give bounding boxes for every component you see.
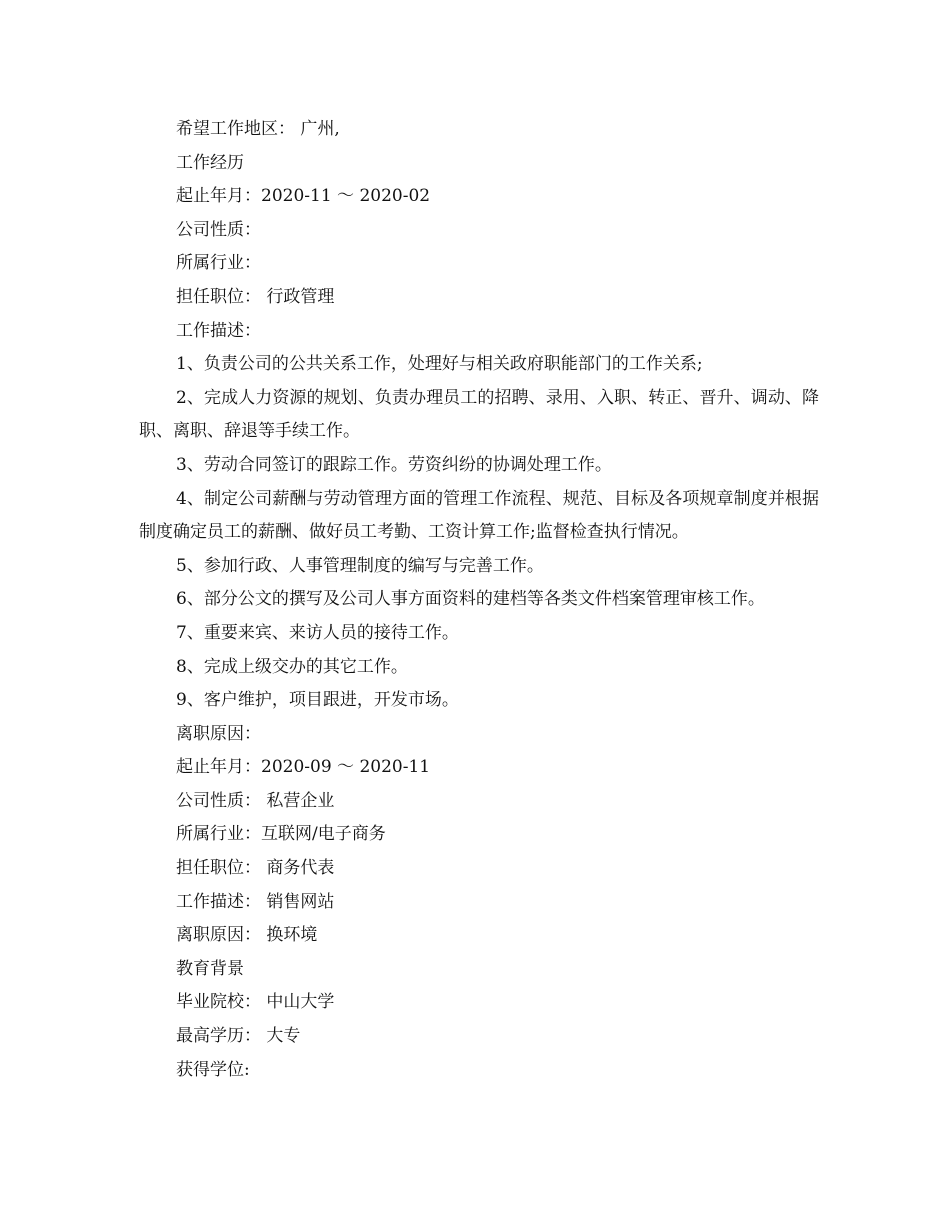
job1-duty-9: 9、客户维护，项目跟进，开发市场。	[176, 690, 459, 711]
job1-position-label: 担任职位：	[176, 286, 261, 307]
education-school-line	[139, 986, 819, 1020]
job2-position-label: 担任职位：	[176, 858, 261, 879]
job2-description-line	[139, 886, 819, 920]
job2-company-type-label: 公司性质：	[176, 790, 261, 811]
job1-duty-1: 1、负责公司的公共关系工作，处理好与相关政府职能部门的工作关系;	[176, 354, 703, 375]
job2-leave-reason-label: 离职原因：	[176, 925, 261, 946]
job1-duty-7: 7、重要来宾、来访人员的接待工作。	[176, 622, 459, 643]
desired-location-line	[139, 113, 819, 147]
job1-duty-6: 6、部分公文的撰写及公司人事方面资料的建档等各类文件档案管理审核工作。	[176, 589, 765, 610]
education-degree-label: 获得学位:	[176, 1059, 250, 1080]
job1-duty-8: 8、完成上级交办的其它工作。	[176, 656, 408, 677]
job2-description-value: 销售网站	[261, 891, 335, 912]
job2-industry-value: 互联网/电子商务	[261, 824, 386, 845]
job1-duty-2: 2、完成人力资源的规划、负责办理员工的招聘、录用、入职、转正、晋升、调动、降职、离职、辞退等手续工作。	[139, 387, 819, 442]
job2-position-value: 商务代表	[261, 858, 335, 879]
job1-duty-4: 4、制定公司薪酬与劳动管理方面的管理工作流程、规范、目标及各项规章制度并根据制度确定员工的薪酬、做好员工考勤、工资计算工作;监督检查执行情况。	[139, 488, 819, 543]
job1-industry-line	[139, 247, 819, 281]
job2-period: 起止年月：2020-09 ～ 2020-11	[176, 757, 431, 778]
section-heading-education: 教育背景	[176, 958, 244, 979]
job1-leave-reason-label: 离职原因：	[176, 723, 261, 744]
education-level-line	[139, 1020, 819, 1054]
job2-industry-label: 所属行业：	[176, 824, 261, 845]
education-school-label: 毕业院校：	[176, 992, 261, 1013]
education-school-value: 中山大学	[261, 992, 335, 1013]
education-level-value: 大专	[261, 1026, 301, 1047]
job2-leave-reason-line	[139, 919, 819, 953]
desired-location-value: 广州,	[295, 119, 340, 139]
job1-duty-3: 3、劳动合同签订的跟踪工作。劳资纠纷的协调处理工作。	[176, 454, 612, 475]
job2-company-type-value: 私营企业	[261, 790, 335, 811]
job1-period: 起止年月：2020-11 ～ 2020-02	[176, 186, 431, 207]
education-degree-line	[139, 1054, 819, 1088]
job1-position-line	[139, 281, 819, 315]
job1-company-type-line	[139, 214, 819, 248]
job1-duty-5: 5、参加行政、人事管理制度的编写与完善工作。	[176, 555, 544, 576]
job2-position-line	[139, 852, 819, 886]
job2-company-type-line	[139, 785, 819, 819]
job1-industry-label: 所属行业：	[176, 253, 261, 274]
education-level-label: 最高学历：	[176, 1026, 261, 1047]
resume-content	[139, 113, 819, 1087]
job1-position-value: 行政管理	[261, 286, 335, 307]
section-heading-experience: 工作经历	[176, 152, 244, 173]
job1-description-label: 工作描述：	[176, 320, 261, 341]
job1-leave-reason-line	[139, 718, 819, 752]
job2-leave-reason-value: 换环境	[261, 925, 318, 946]
job2-description-label: 工作描述：	[176, 891, 261, 912]
job1-company-type-label: 公司性质：	[176, 219, 261, 240]
desired-location-label: 希望工作地区：	[176, 119, 295, 139]
job2-industry-line	[139, 818, 819, 852]
